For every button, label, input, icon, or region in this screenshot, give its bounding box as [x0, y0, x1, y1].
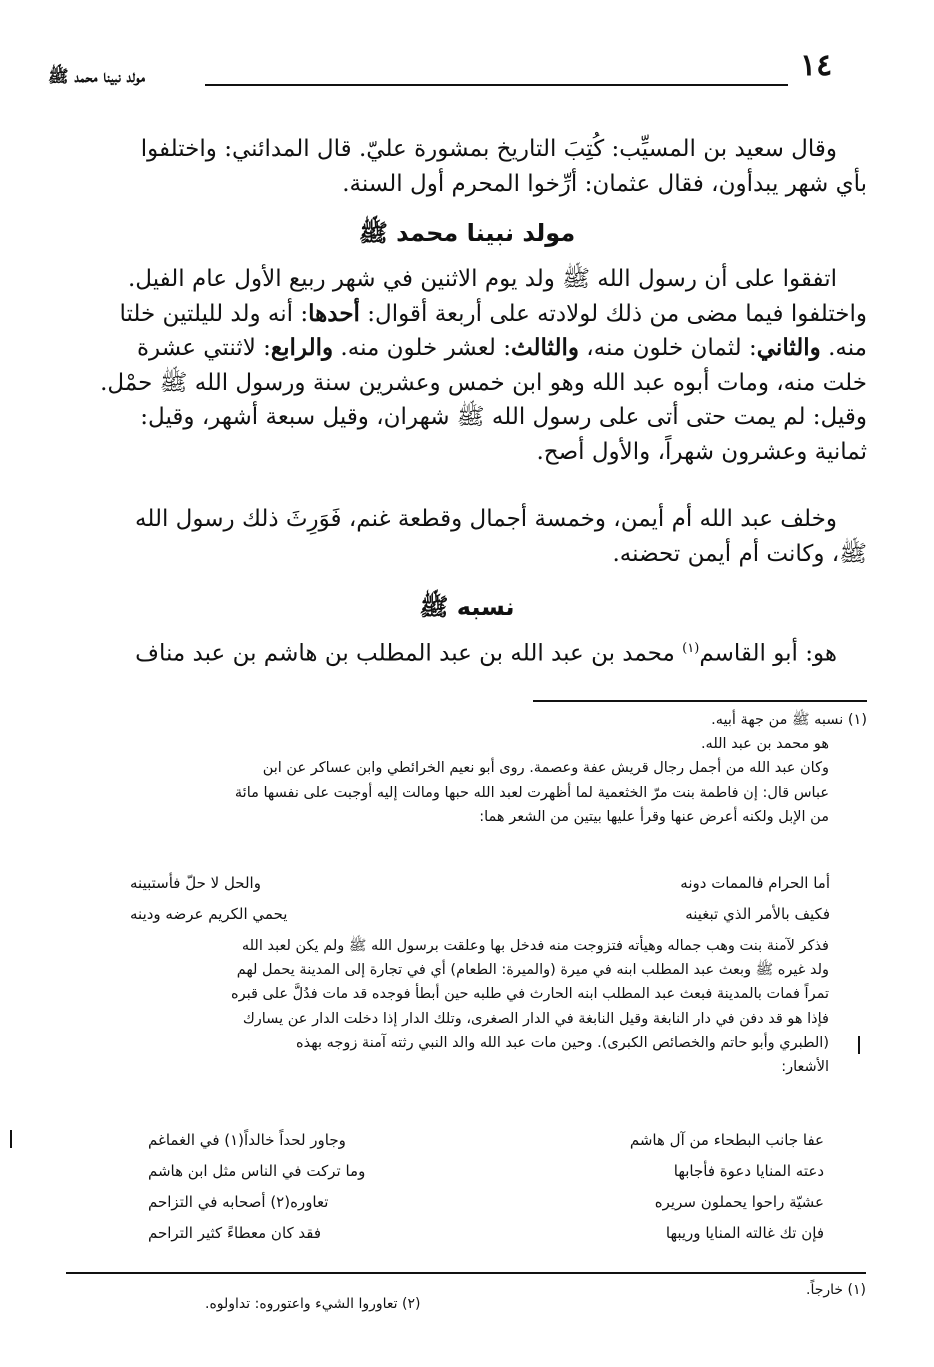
birth-line: وقيل: لم يمت حتى أتى على رسول الله ﷺ شهران، وقيل سبعة أشهر، وقيل: — [140, 404, 867, 430]
bold-term: والثالث — [510, 334, 579, 361]
footnote-number: (١) — [847, 712, 867, 728]
margin-mark — [10, 1130, 12, 1148]
poem-footnote-2: (٢) تعاوروا الشيء واعتوروه: تداولوه. — [205, 1296, 421, 1312]
margin-mark — [858, 1036, 860, 1054]
birth-line: خلت منه، ومات أبوه عبد الله وهو ابن خمس وعشرين سنة ورسول الله ﷺ حمْل. — [100, 369, 867, 396]
bold-term: أحدها — [308, 299, 360, 327]
inheritance-paragraph — [80, 502, 867, 571]
birth-paragraph — [80, 262, 867, 469]
birth-line: ثمانية وعشرون شهراً، والأول أصح. — [536, 438, 867, 465]
text-run: : أنه ولد لليلتين خلتا — [119, 300, 309, 327]
text-run: هو: أبو القاسم — [699, 640, 837, 667]
page-number: ١٤ — [800, 48, 833, 83]
running-title: مولد نبينا محمد ﷺ — [48, 67, 146, 87]
header-rule — [205, 84, 788, 86]
footnote-line: ولد غيره ﷺ وبعث عبد المطلب ابنه في ميرة (والميرة: الطعام) أي في تجارة إلى المدينة يحمل لهم — [236, 962, 829, 979]
bold-term: والثاني — [756, 334, 821, 361]
text-run: منه. — [820, 335, 867, 361]
poem-hemistich: وجاور لحداً خالداً(١) في الغماغم — [148, 1130, 346, 1149]
poem-verse — [148, 1124, 824, 1155]
footnote-1 — [95, 708, 867, 829]
footnote-line: فذكر لآمنة بنت وهب جماله وهيأته فتزوجت منه فدخل بها وعلقت برسول الله ﷺ ولم يكن لعبد الله — [241, 938, 829, 954]
text-run: واختلفوا فيما مضى من ذلك لولادته على أربعة أقوال: — [359, 300, 867, 327]
poem-hemistich: عشيّة راحوا يحملون سريره — [654, 1192, 824, 1211]
intro-line: بأي شهر يبدأون، فقال عثمان: أرِّخوا المحرم أول السنة. — [342, 170, 867, 197]
poem-hemistich: يحمي الكريم عرضه ودينه — [130, 904, 288, 923]
poem-hemistich: وما تركت في الناس مثل ابن هاشم — [148, 1161, 366, 1180]
poem-hemistich: أما الحرام فالممات دونه — [680, 873, 830, 892]
bold-term: والرابع — [270, 334, 334, 361]
lineage-text — [80, 632, 867, 671]
inheritance-line: ﷺ، وكانت أم أيمن تحضنه. — [612, 540, 867, 567]
footnote-1-continued — [95, 934, 867, 1079]
footnote-line: هو محمد بن عبد الله. — [700, 736, 829, 753]
text-run: محمد بن عبد الله بن عبد المطلب بن هاشم بن عبد مناف — [135, 640, 675, 667]
poem-footnote-rule — [66, 1272, 866, 1274]
intro-paragraph — [72, 132, 867, 201]
poem-hemistich: تعاوره(٢) أصحابه في التزاحم — [148, 1192, 329, 1211]
poem-verse — [148, 1155, 824, 1186]
footnote-line: تمراً فمات بالمدينة فبعث عبد المطلب ابنه الحارث في طلبه حين أبطأ فوجده قد مات فدُلَّ على قبره — [230, 986, 829, 1003]
poem-hemistich: فقد كان معطاءً كثير التراحم — [148, 1223, 322, 1242]
footnote-rule — [533, 700, 867, 702]
footnote-line: عباس قال: إن فاطمة بنت مرّ الخثعمية لما أظهرت لعبد الله حبها ومالت إليه أوجبت على نفسها مائة — [234, 784, 829, 801]
poem-hemistich: دعته المنايا دعوة فأجابها — [673, 1161, 824, 1180]
footnote-ref: (١) — [682, 641, 700, 656]
text-run: : لعشر خلون منه. — [333, 335, 511, 361]
footnote-line: من الإبل ولكنه أعرض عنها وقرأ عليها بيتين من الشعر هما: — [479, 808, 829, 825]
text-run: : لثمان خلون منه، — [578, 335, 757, 361]
footnote-line: فإذا هو قد دفن في دار النابغة وقيل النابغة في الدار الصغرى، وتلك الدار إذا دخلت الدار عن يسارك — [242, 1010, 829, 1027]
inheritance-line: وخلف عبد الله أم أيمن، وخمسة أجمال وقطعة غنم، فَوَرِثَ ذلك رسول الله — [135, 506, 837, 532]
text-run: نسبه ﷺ من جهة أبيه. — [711, 712, 844, 728]
intro-line: وقال سعيد بن المسيِّب: كُتِبَ التاريخ بمشورة عليّ. قال المدائني: واختلفوا — [140, 136, 837, 162]
poem-verse — [148, 1217, 824, 1248]
poem-verse — [148, 1186, 824, 1217]
poem-verse — [130, 867, 830, 898]
footnote-line: الأشعار: — [781, 1059, 829, 1076]
poem-hemistich: عفا جانب البطحاء من آل هاشم — [629, 1130, 824, 1149]
lineage-line — [80, 632, 867, 671]
birth-line: اتفقوا على أن رسول الله ﷺ ولد يوم الاثنين في شهر ربيع الأول عام الفيل. — [127, 266, 837, 292]
poem-hemistich: فإن تك غالته المنايا وريبها — [665, 1223, 824, 1242]
footnote-line — [95, 708, 867, 732]
poem-hemistich: والحل لا حلّ فأستبينه — [130, 873, 261, 892]
poem-2 — [148, 1124, 824, 1248]
poem-hemistich: فكيف بالأمر الذي تبغينه — [685, 904, 830, 923]
footnote-line: (الطبري وأبو حاتم والخصائص الكبرى). وحين مات عبد الله والد النبي رثته آمنة زوجه بهذه — [296, 1034, 829, 1051]
birth-line — [80, 331, 867, 366]
text-run: : لاثنتي عشرة — [136, 335, 271, 361]
birth-line — [80, 297, 867, 332]
section-heading-birth: مولد نبينا محمد ﷺ — [358, 219, 576, 247]
section-heading-lineage: نسبه ﷺ — [419, 593, 515, 621]
poem-verse — [130, 898, 830, 929]
poem-footnote-1: (١) خارجاً. — [806, 1282, 866, 1298]
footnote-line: وكان عبد الله من أجمل رجال قريش عفة وعصمة. روى أبو نعيم الخرائطي وابن عساكر عن ابن — [262, 760, 829, 777]
poem-1 — [130, 867, 830, 929]
